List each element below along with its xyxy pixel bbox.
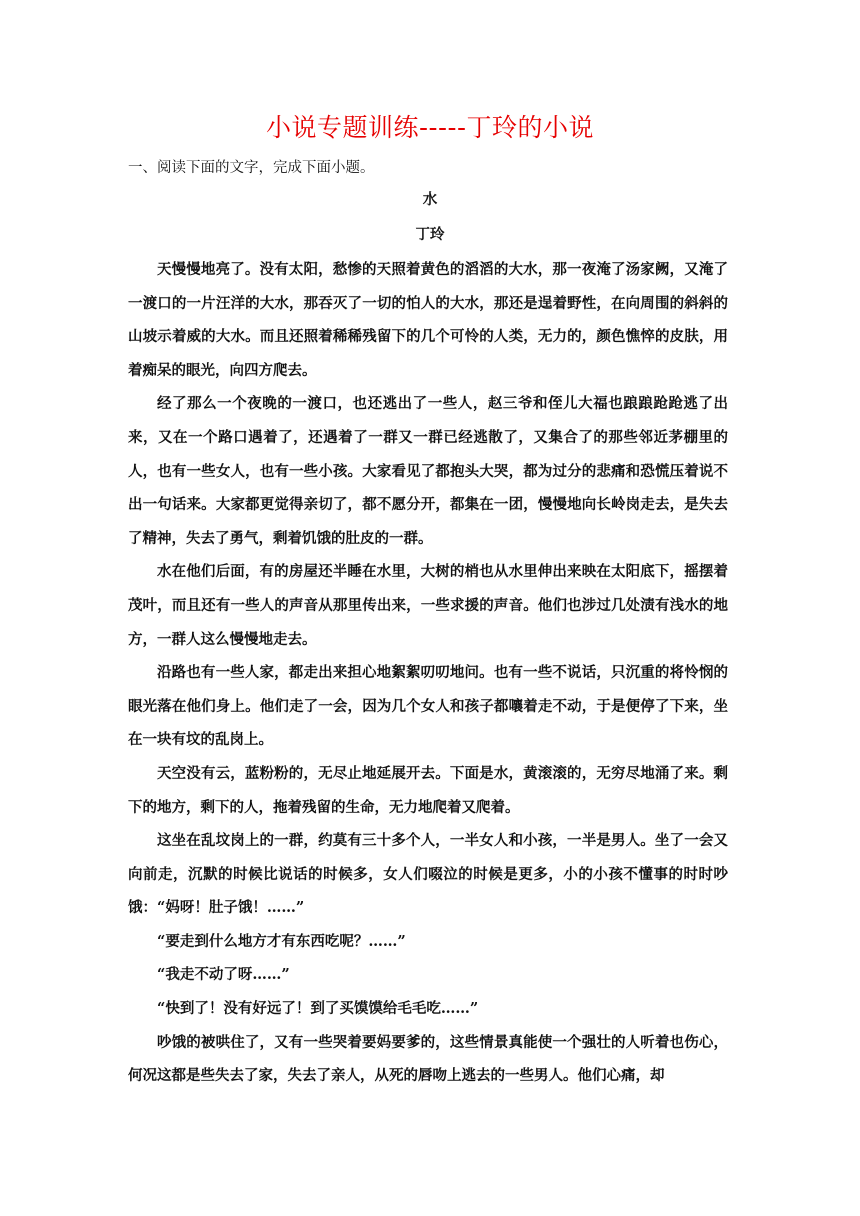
document-title: 小说专题训练-----丁玲的小说	[265, 113, 595, 142]
story-paragraph: “要走到什么地方才有东西吃呢？……”	[157, 932, 406, 950]
story-author: 丁玲	[415, 226, 445, 243]
story-paragraph: 沿路也有一些人家，都走出来担心地絮絮叨叨地问。也有一些不说话，只沉重的将怜悯的眼光落在他们身上。他们走了一会，因为几个女人和孩子都嚷着走不动，于是便停了下来，坐在一块有坟的乱岗上。	[128, 664, 728, 749]
story-paragraph: 水在他们后面，有的房屋还半睡在水里，大树的梢也从水里伸出来映在太阳底下，摇摆着茂叶，而且还有一些人的声音从那里传出来，一些求援的声音。他们也涉过几处渍有浅水的地方，一群人这么慢慢地走去。	[128, 563, 728, 648]
story-paragraph: 经了那么一个夜晚的一渡口，也还逃出了一些人，赵三爷和侄儿大福也踉踉跄跄逃了出来，又在一个路口遇着了，还遇着了一群又一群已经逃散了，又集合了的那些邻近茅棚里的人，也有一些女人，也有一些小孩。大家看见了都抱头大哭，都为过分的悲痛和恐慌压着说不出一句话来。大家都更觉得亲切了，都不愿分开，都集在一团，慢慢地向长岭岗走去，是失去了精神，失去了勇气，剩着饥饿的肚皮的一群。	[128, 395, 728, 547]
story-title: 水	[422, 191, 438, 208]
story-paragraph: “我走不动了呀……”	[157, 966, 290, 984]
story-paragraph: 这坐在乱坟岗上的一群，约莫有三十多个人，一半女人和小孩，一半是男人。坐了一会又向前走，沉默的时候比说话的时候多，女人们啜泣的时候是更多，小的小孩不懂事的时时吵饿：“妈呀！肚子饿！……”	[128, 832, 728, 917]
story-body	[128, 253, 728, 1093]
story-paragraph: “快到了！没有好远了！到了买馍馍给毛毛吃……”	[157, 1000, 479, 1018]
story-paragraph: 天空没有云，蓝粉粉的，无尽止地延展开去。下面是水，黄滚滚的，无穷尽地涌了来。剩下的地方，剩下的人，拖着残留的生命，无力地爬着又爬着。	[128, 764, 728, 816]
story-paragraph: 吵饿的被哄住了，又有一些哭着要妈要爹的，这些情景真能使一个强壮的人听着也伤心，何况这都是些失去了家，失去了亲人，从死的唇吻上逃去的一些男人。他们心痛，却	[128, 1033, 728, 1085]
question-instruction: 一、阅读下面的文字，完成下面小题。	[128, 160, 375, 176]
story-paragraph: 天慢慢地亮了。没有太阳，愁惨的天照着黄色的滔滔的大水，那一夜淹了汤家阙，又淹了一渡口的一片汪洋的大水，那吞灭了一切的怕人的大水，那还是逞着野性，在向周围的斜斜的山坡示着威的大水。而且还照着稀稀残留下的几个可怜的人类，无力的，颜色憔悴的皮肤，用着痴呆的眼光，向四方爬去。	[128, 261, 728, 379]
